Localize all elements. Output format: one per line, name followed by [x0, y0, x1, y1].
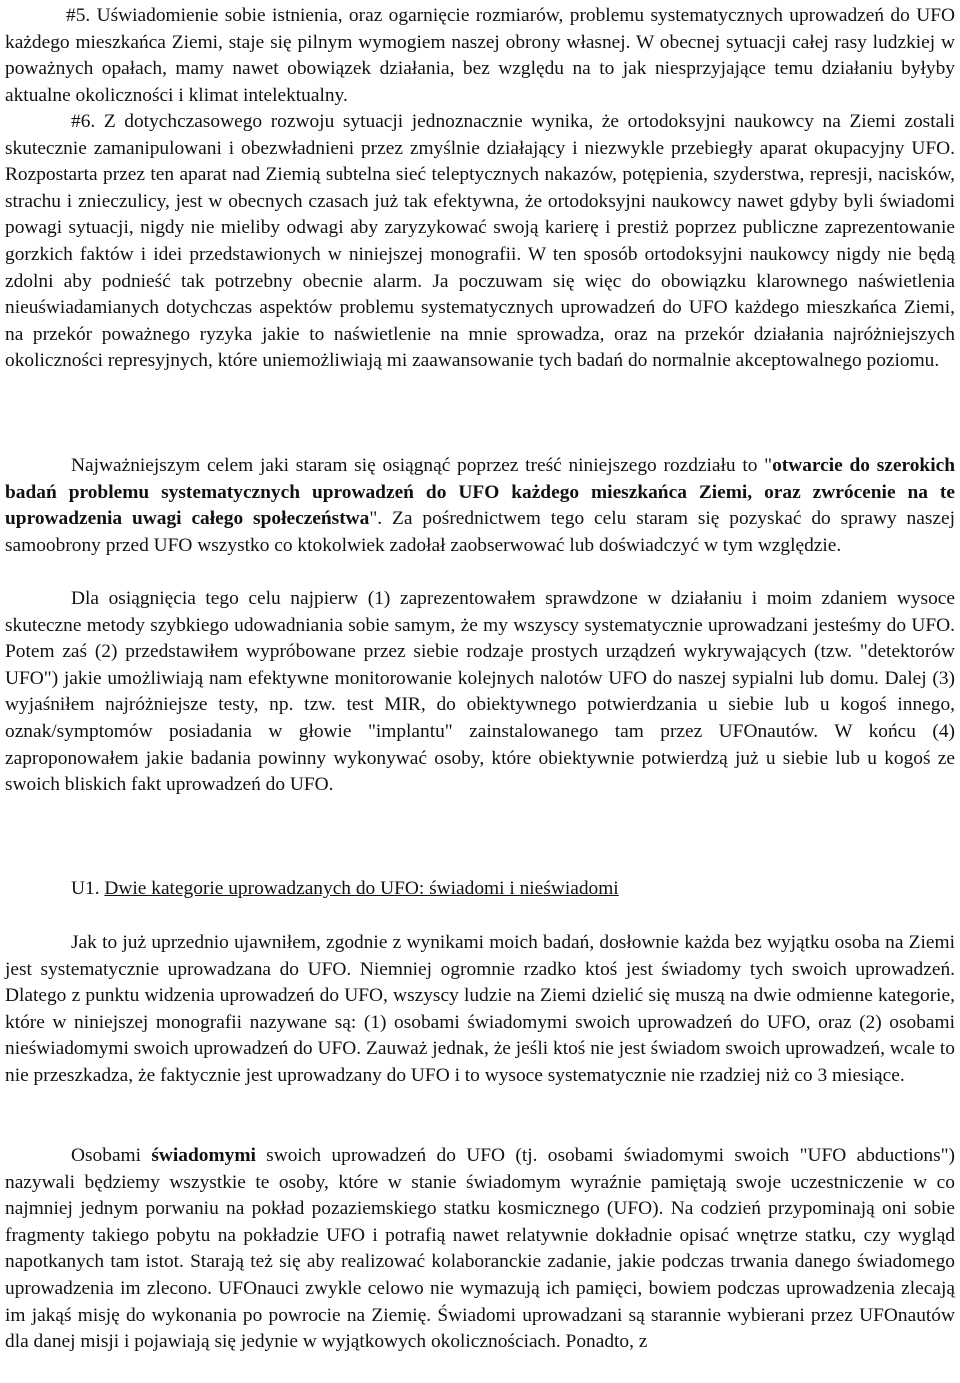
- section-heading: [71, 876, 619, 903]
- section-paragraph-2-bold: świadomymi: [151, 1145, 256, 1166]
- section-paragraph-1: [5, 930, 955, 1090]
- section-number: U1.: [71, 878, 100, 899]
- section-paragraph-2: [5, 1143, 955, 1356]
- methods-text: Dla osiągnięcia tego celu najpierw (1) zaprezentowałem sprawdzone w działaniu i moim zdaniem wysoce skuteczne metody szybkiego udowadniania sobie samym, że my wszyscy systematycznie uprowadzani jesteśmy do UFO. Potem zaś (2) przedstawiłem wypróbowane przez siebie rodzaje prostych urządzeń wykrywających (tzw. "detektorów UFO") jakie umożliwiają nam efektywne monitorowanie kolejnych nalotów UFO do naszej sypialni lub domu. Dalej (3) wyjaśniłem najróżniejsze testy, np. tzw. test MIR, do obiektywnego potwierdzania u siebie lub u kogoś innego, oznak/symptomów posiadania w głowie "implantu" zainstalowanego tam przez UFOnautów. W końcu (4) zaproponowałem jakie badania powinny wykonywać osoby, które obiektywnie potwierdzą już u siebie lub u kogoś ze swoich bliskich fakt uprowadzeń do UFO.: [5, 588, 955, 796]
- paragraph-5: [5, 3, 955, 109]
- paragraph-methods: [5, 586, 955, 799]
- paragraph-6: [5, 109, 955, 375]
- section-paragraph-2-before: Osobami: [71, 1145, 152, 1166]
- goal-text-after: ". Za pośrednictwem tego celu staram się pozyskać do sprawy naszej samoobrony przed UFO wszystko co ktokolwiek zadołał zaobserwować lub doświadczyć w tym względzie.: [5, 508, 955, 556]
- goal-text-bold: otwarcie do szerokich badań problemu systematycznych uprowadzeń do UFO każdego mieszkańca Ziemi, oraz zwrócenie na te uprowadzenia uwagi całego społeczeństwa: [5, 455, 955, 530]
- paragraph-goal: [5, 453, 955, 559]
- section-paragraph-1-text: Jak to już uprzednio ujawniłem, zgodnie z wynikami moich badań, dosłownie każda bez wyjątku osoba na Ziemi jest systematycznie uprowadzana do UFO. Niemniej ogromnie rzadko ktoś jest świadomy tych swoich uprowadzeń. Dlatego z punktu widzenia uprowadzeń do UFO, wszyscy ludzie na Ziemi dzielić się muszą na dwie odmienne kategorie, które w niniejszej monografii nazywane są: (1) osobami świadomymi swoich uprowadzeń do UFO, oraz (2) osobami nieświadomymi swoich uprowadzeń do UFO. Zauważ jednak, że jeśli ktoś nie jest świadom swoich uprowadzeń, wcale to nie przeszkadza, że faktycznie jest uprowadzany do UFO i to wysoce systematycznie nie rzadziej niż co 3 miesiące.: [5, 932, 955, 1086]
- paragraph-6-text: #6. Z dotychczasowego rozwoju sytuacji jednoznacznie wynika, że ortodoksyjni naukowcy na Ziemi zostali skutecznie zamanipulowani i obezwładnieni przez zmyślnie działający i niezwykle przebiegły aparat okupacyjny UFO. Rozpostarta przez ten aparat nad Ziemią subtelna sieć teleptycznych nakazów, potępienia, szyderstwa, represji, nacisków, strachu i znieczulicy, jest w obecnych czasach już tak efektywna, że ortodoksyjni naukowcy nawet gdyby byli świadomi powagi sytuacji, nigdy nie mieliby odwagi aby zaryzykować swoją karierę i prestiż poprzez publiczne zaprezentowanie gorzkich faktów i idei przedstawionych w niniejszej monografii. W ten sposób ortodoksyjni naukowcy nigdy nie będą zdolni aby podnieść tak potrzebny obecnie alarm. Ja poczuwam się więc do obowiązku klarownego naświetlenia nieuświadamianych dotychczas aspektów problemu systematycznych uprowadzeń do UFO każdego mieszkańca Ziemi, na przekór poważnego ryzyka jakie to naświetlenie na mnie sprowadza, oraz na przekór działania najróżniejszych okoliczności represyjnych, które uniemożliwiają mi zaawansowanie tych badań do normalnie akceptowalnego poziomu.: [5, 111, 955, 372]
- goal-text-before: Najważniejszym celem jaki staram się osiągnąć poprzez treść niniejszego rozdziału to ": [71, 455, 773, 476]
- section-title: Dwie kategorie uprowadzanych do UFO: świadomi i nieświadomi: [104, 878, 619, 899]
- paragraph-5-text: #5. Uświadomienie sobie istnienia, oraz ogarnięcie rozmiarów, problemu systematycznych uprowadzeń do UFO każdego mieszkańca Ziemi, staje się pilnym wymogiem naszej obrony własnej. W obecnej sytuacji całej rasy ludzkiej w poważnych opałach, mamy nawet obowiązek działania, bez względu na to jak niesprzyjające temu działaniu byłyby aktualne okoliczności i klimat intelektualny.: [5, 5, 955, 106]
- section-paragraph-2-after: swoich uprowadzeń do UFO (tj. osobami świadomymi swoich "UFO abductions") nazywali będziemy wszystkie te osoby, które w stanie świadomym wyraźnie pamiętają swoje uczestniczenie w co najmniej jednym porwaniu na pokład pozaziemskiego statku kosmicznego (UFO). Na codzień przypominają oni sobie fragmenty takiego pobytu na pokładzie UFO i potrafią nawet relatywnie dokładnie opisać wnętrze statku, czy wygląd napotkanych tam istot. Starają też się aby realizować kolaboranckie zadanie, jakie podczas trwania danego świadomego uprowadzenia im zlecono. UFOnauci zwykle celowo nie wymazują ich pamięci, bowiem podczas uprowadzenia zlecają im jakąś misję do wykonania po powrocie na Ziemię. Świadomi uprowadzani są starannie wybierani przez UFOnautów dla danej misji i pojawiają się jedynie w wyjątkowych okolicznościach. Ponadto, z: [5, 1145, 956, 1353]
